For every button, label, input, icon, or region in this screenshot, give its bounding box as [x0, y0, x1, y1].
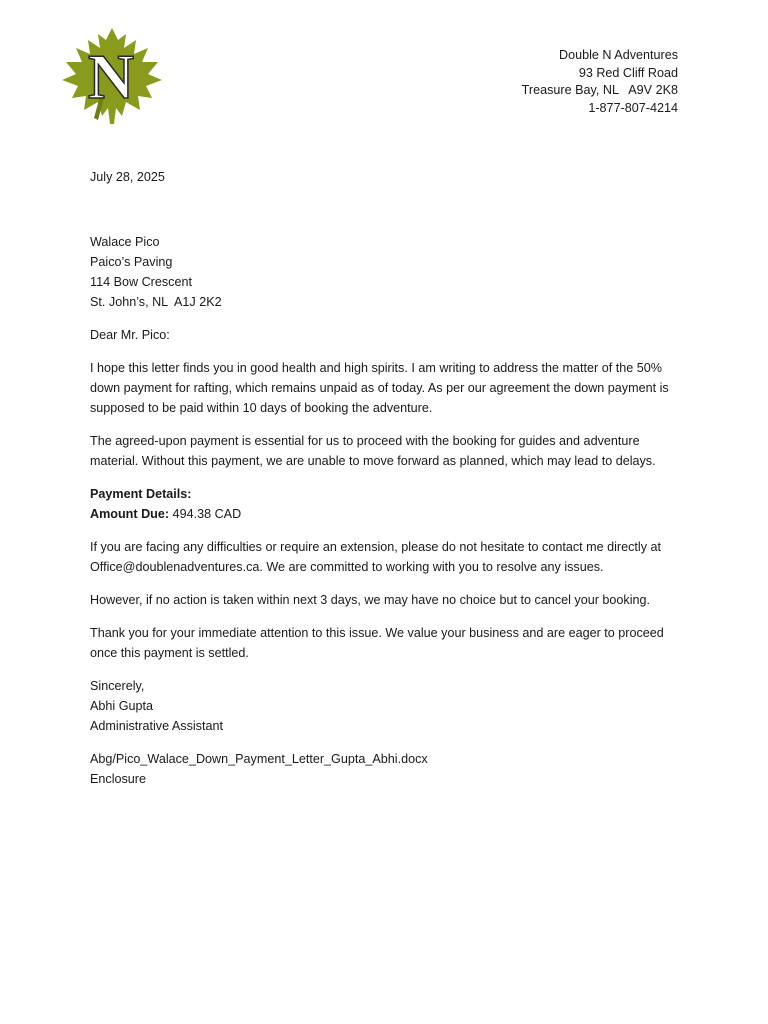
amount-due-label: Amount Due: [90, 507, 170, 521]
sender-city-line: Treasure Bay, NL A9V 2K8 [521, 83, 678, 97]
closing: Sincerely, [90, 679, 145, 693]
payment-heading: Payment Details: [90, 487, 192, 501]
sender-address [522, 47, 678, 117]
recipient-address [90, 232, 680, 312]
paragraph-contact: If you are facing any difficulties or require an extension, please do not hesitate to contact me directly at Office@doublenadventures.ca. We are committed to working with you to resolve any issues. [90, 540, 662, 574]
sender-phone: 1-877-807-4214 [588, 100, 678, 115]
sender-company: Double N Adventures [558, 48, 678, 62]
letter-date: July 28, 2025 [90, 170, 165, 184]
sender-street: 93 Red Cliff Road [578, 65, 678, 80]
reference-block [90, 749, 680, 789]
signer-title: Administrative Assistant [90, 719, 223, 733]
paragraph-warning: However, if no action is taken within next 3 days, we may have no choice but to cancel your booking. [90, 593, 651, 607]
payment-details [90, 484, 680, 524]
logo-letter: N [87, 41, 135, 112]
paragraph-intro: I hope this letter finds you in good health and high spirits. I am writing to address the matter of the 50% down payment for rafting, which remains unpaid as of today. As per our agreement the down payment is supposed to be paid within 10 days of booking the adventure. [90, 361, 669, 415]
signer-name: Abhi Gupta [90, 699, 154, 713]
recipient-company: Paico’s Paving [90, 255, 173, 269]
signature-block [90, 676, 680, 736]
recipient-name: Walace Pico [90, 235, 160, 249]
company-logo [60, 26, 164, 126]
recipient-city-line: St. John’s, NL A1J 2K2 [90, 295, 222, 309]
reference-initials: Abg/Pico_Walace_Down_Payment_Letter_Gupta_Abhi.docx [90, 752, 428, 766]
paragraph-thanks: Thank you for your immediate attention to this issue. We value your business and are eager to proceed once this payment is settled. [90, 626, 664, 660]
amount-due-value: 494.38 CAD [169, 507, 242, 521]
enclosure-notation: Enclosure [90, 772, 147, 786]
salutation: Dear Mr. Pico: [90, 328, 170, 342]
recipient-street: 114 Bow Crescent [90, 275, 192, 289]
paragraph-importance: The agreed-upon payment is essential for us to proceed with the booking for guides and adventure material. Without this payment, we are unable to move forward as planned, which may lead to delays. [90, 434, 656, 468]
letter-body [90, 167, 680, 802]
